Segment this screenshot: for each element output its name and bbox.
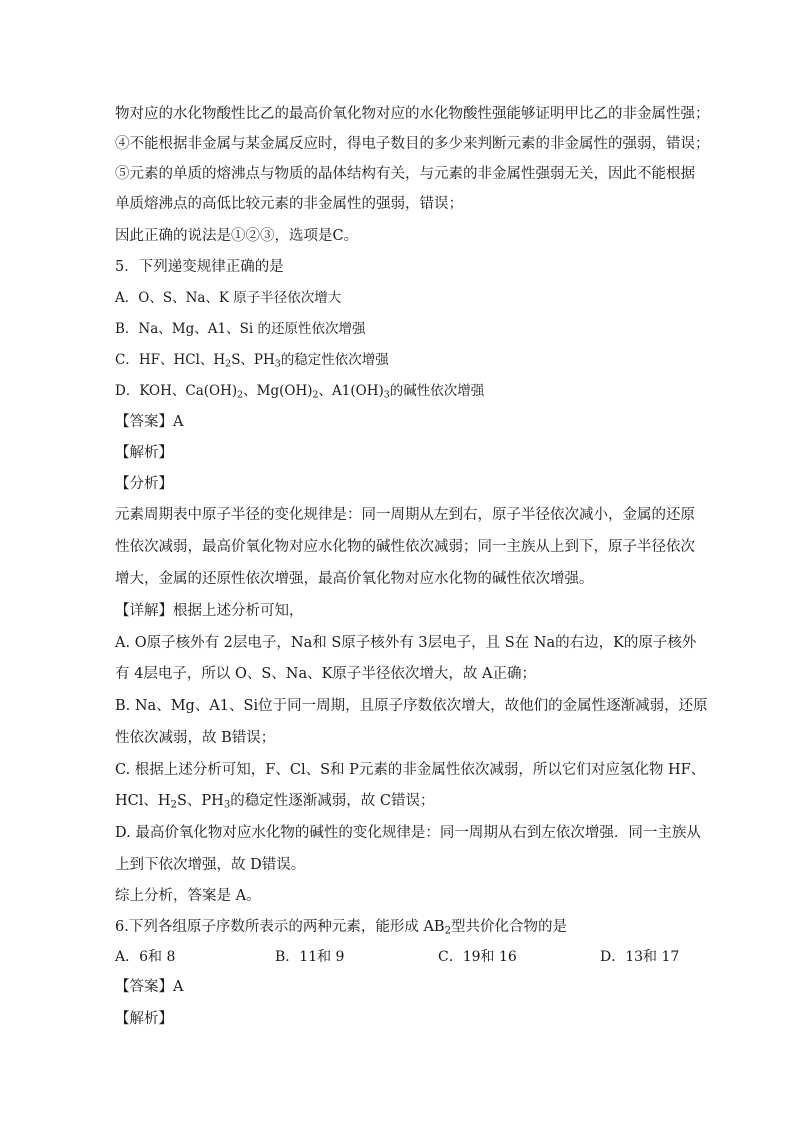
q5-fenxi-tag: 【分析】 <box>115 476 173 492</box>
q5-detail-tag: 【详解】根据上述分析可知， <box>115 603 304 619</box>
q5-stem: 5．下列递变规律正确的是 <box>115 259 284 275</box>
q5-fenxi-line: 元素周期表中原子半径的变化规律是：同一周期从左到右，原子半径依次减小，金属的还原 <box>115 507 695 523</box>
q6-option-c: C．19和 16 <box>438 949 517 965</box>
q5-option-d: D．KOH、$Ca(OH)_2$、$Mg(OH)_2$、$A1(OH)_3$的碱性依次增强 <box>115 383 485 401</box>
q5-answer: 【答案】A <box>115 414 184 430</box>
q4-conclusion: 因此正确的说法是①②③，选项是C。 <box>115 228 359 244</box>
q5-detail-c: HCl、$H_2S$、$PH_3$的稳定性逐渐减弱，故 C错误； <box>115 793 435 811</box>
q5-option-a: A．O、S、Na、K 原子半径依次增大 <box>115 290 342 306</box>
q4-text-line: 物对应的水化物酸性比乙的最高价氧化物对应的水化物酸性强能够证明甲比乙的非金属性强； <box>115 106 710 122</box>
q5-detail-b: B. Na、Mg、A1、Si位于同一周期，且原子序数依次增大，故他们的金属性逐渐减弱，还原 <box>115 698 708 714</box>
q6-answer: 【答案】A <box>115 979 184 995</box>
q6-option-d: D．13和 17 <box>600 949 680 965</box>
q5-fenxi-line: 增大，金属的还原性依次增强，最高价氧化物对应水化物的碱性依次增强。 <box>115 571 594 587</box>
q4-text-line: 单质熔沸点的高低比较元素的非金属性的强弱，错误； <box>115 196 463 212</box>
q5-option-c: C．HF、HCl、$H_2S$、$PH_3$的稳定性依次增强 <box>115 352 389 370</box>
q5-option-b: B．Na、Mg、A1、Si 的还原性依次增强 <box>115 321 366 337</box>
q4-text-line: ⑤元素的单质的熔沸点与物质的晶体结构有关，与元素的非金属性强弱无关，因此不能根据 <box>115 166 695 182</box>
q5-detail-c: C. 根据上述分析可知，F、Cl、S和 P元素的非金属性依次减弱，所以它们对应氢化物 HF、 <box>115 762 706 778</box>
q6-option-b: B．11和 9 <box>275 949 345 965</box>
q6-option-a: A．6和 8 <box>115 949 176 965</box>
q4-text-line: ④不能根据非金属与某金属反应时，得电子数目的多少来判断元素的非金属性的强弱，错误； <box>115 136 710 152</box>
q5-summary: 综上分析，答案是 A。 <box>115 888 261 904</box>
q5-detail-d: D. 最高价氧化物对应水化物的碱性的变化规律是：同一周期从右到左依次增强．同一主族从 <box>115 825 701 841</box>
q5-detail-d: 上到下依次增强，故 D错误。 <box>115 857 306 873</box>
q5-detail-b: 性依次减弱，故 B错误； <box>115 730 276 746</box>
q5-analysis-tag: 【解析】 <box>115 445 173 461</box>
q5-detail-a: A. O原子核外有 2层电子，Na和 S原子核外有 3层电子，且 S在 Na的右边，K的原子核外 <box>115 635 697 651</box>
q6-stem: 6.下列各组原子序数所表示的两种元素，能形成 $AB_2$型共价化合物的是 <box>115 919 568 937</box>
q5-detail-a: 有 4层电子，所以 O、S、Na、K原子半径依次增大，故 A正确； <box>115 666 537 682</box>
q6-analysis-tag: 【解析】 <box>115 1011 173 1027</box>
q5-fenxi-line: 性依次减弱，最高价氧化物对应水化物的碱性依次减弱；同一主族从上到下，原子半径依次 <box>115 539 695 555</box>
